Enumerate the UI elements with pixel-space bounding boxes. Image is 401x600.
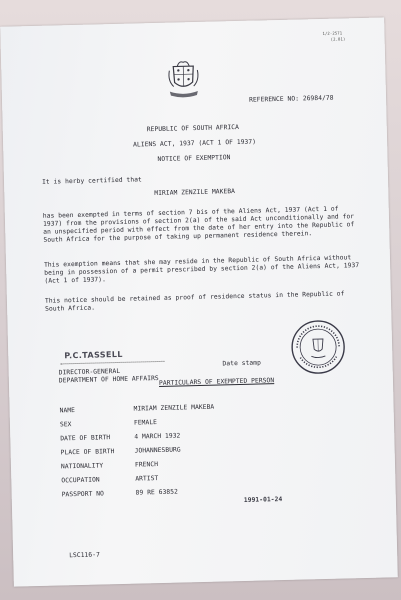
particular-value: ARTIST [135,475,159,483]
particulars-title: PARTICULARS OF EXEMPTED PERSON [158,377,275,388]
director-title: DIRECTOR-GENERAL [58,367,121,377]
exempted-person-name: MIRIAM ZENZILE MAKEBA [154,188,236,198]
particular-value: FRENCH [134,461,159,469]
particular-label: PLACE OF BIRTH [60,448,115,457]
particular-label: PASSPORT NO [61,490,105,499]
certified-text: It is herby certified that [41,176,142,186]
reference-number: REFERENCE NO: 26984/78 [248,94,334,104]
signature-line [60,361,164,365]
coat-of-arms-icon [165,58,202,101]
header-republic: REPUBLIC OF SOUTH AFRICA [146,123,240,134]
form-code: LSC116-7 [69,551,100,560]
header-notice: NOTICE OF EXEMPTION [157,154,231,163]
corner-note-2: (2.81) [330,36,346,42]
particular-value: FEMALE [133,419,158,427]
particular-label: SEX [59,421,72,429]
meaning-paragraph: This exemption means that she may reside in the Republic of South Africa without being in possession of a permit prescribed by section 2(a) of the Aliens Act, 1937 (Act 1 of 1937). [43,254,360,285]
particular-value: 4 MARCH 1932 [134,432,181,441]
director-department: DEPARTMENT OF HOME AFFAIRS [58,375,159,385]
date-stamp-value: 1991-01-24 [243,496,283,504]
corner-note-1: 1/2-2571 [322,30,343,36]
particular-value: 89 RE 63852 [135,488,178,497]
date-stamp-label: Date stamp [222,359,262,368]
exemption-document [0,17,398,586]
retain-paragraph: This notice should be retained as proof of residence status in the Republic of South Africa. [44,290,345,313]
particular-value: MIRIAM ZENZILE MAKEBA [133,403,215,413]
particular-label: NATIONALITY [60,462,104,471]
particular-value: JOHANNESBURG [134,446,181,455]
particular-label: OCCUPATION [61,476,100,485]
exemption-paragraph: has been exempted in terms of section 7 bis of the Aliens Act, 1937 (Act 1 of 1937) from the provisions of section 2(a) of the said Act unconditionally and for an unspecified period with effect from the date of her entry into the Republic of South Africa for the purpose of taking up permanent residence therein. [42,205,355,245]
header-aliens-act: ALIENS ACT, 1937 (ACT 1 OF 1937) [133,138,257,149]
signature: P.C.TASSELL [64,349,123,361]
particular-label: NAME [59,407,76,415]
official-seal-icon [289,318,346,375]
particular-label: DATE OF BIRTH [60,434,111,443]
